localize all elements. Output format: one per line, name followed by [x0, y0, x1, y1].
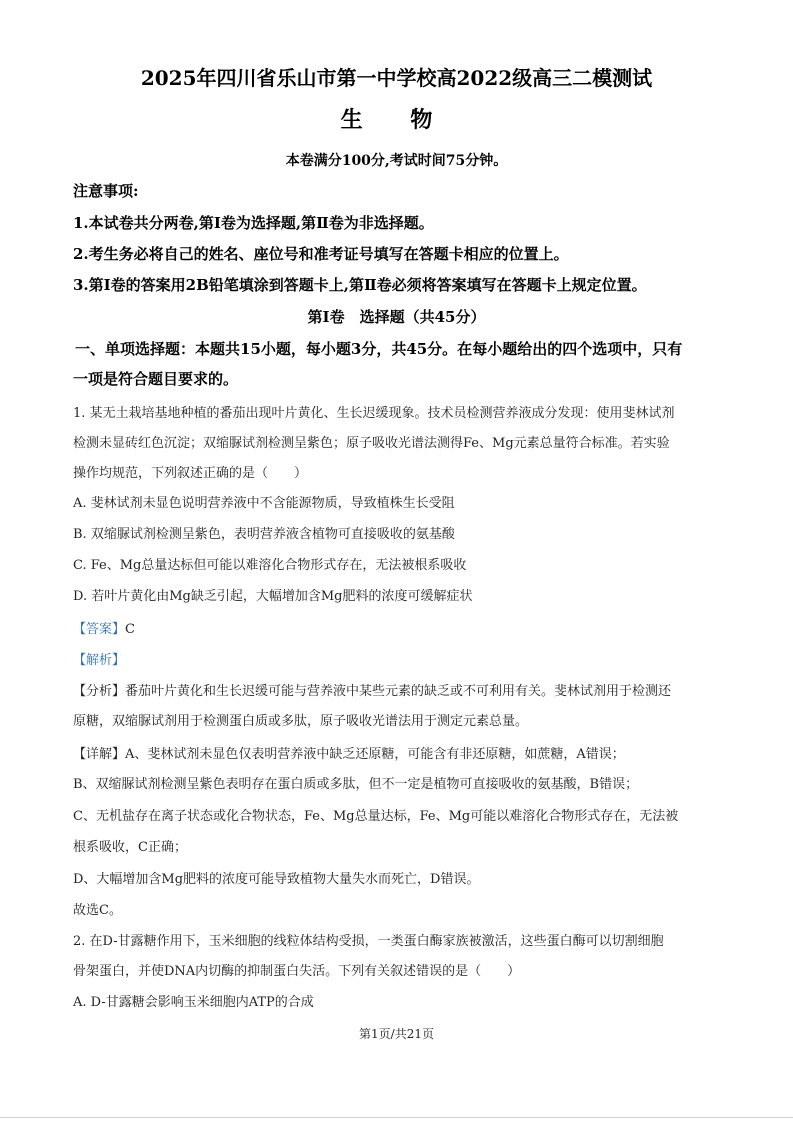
- analysis-line: 【分析】番茄叶片黄化和生长迟缓可能与营养液中某些元素的缺乏或不可利用有关。斐林试剂用于检测还: [73, 684, 672, 699]
- question-1-option-c: C. Fe、Mg总量达标但可能以难溶化合物形式存在，无法被根系吸收: [73, 558, 467, 573]
- question-2-option-a: A. D-甘露糖会影响玉米细胞内ATP的合成: [73, 995, 314, 1010]
- section-instruction: 一项是符合题目要求的。: [73, 370, 239, 388]
- note-item: 1.本试卷共分两卷,第Ⅰ卷为选择题,第Ⅱ卷为非选择题。: [73, 214, 434, 232]
- analysis-line: 故选C。: [73, 903, 122, 918]
- question-1-option-b: B. 双缩脲试剂检测呈紫色，表明营养液含植物可直接吸收的氨基酸: [73, 527, 455, 542]
- section-instruction: 一、单项选择题：本题共15小题，每小题3分，共45分。在每小题给出的四个选项中，只有: [75, 340, 683, 358]
- note-item: 3.第Ⅰ卷的答案用2B铅笔填涂到答题卡上,第Ⅱ卷必须将答案填写在答题卡上规定位置。: [73, 276, 647, 294]
- bottom-divider: [0, 1117, 793, 1118]
- page-number: 第1页/共21页: [359, 1027, 434, 1041]
- notes-heading: 注意事项:: [73, 182, 139, 200]
- section-title: 第Ⅰ卷 选择题（共45分）: [307, 308, 486, 326]
- analysis-line: 根系吸收，C正确；: [73, 840, 187, 855]
- question-2-stem: 2. 在D-甘露糖作用下，玉米细胞的线粒体结构受损，一类蛋白酶家族被激活，这些蛋白酶可以切割细胞: [73, 934, 664, 949]
- answer-label: 【答案】: [73, 622, 126, 637]
- question-1-stem: 1. 某无土栽培基地种植的番茄出现叶片黄化、生长迟缓现象。技术员检测营养液成分发现：使用斐林试剂: [73, 406, 675, 421]
- question-1-option-d: D. 若叶片黄化由Mg缺乏引起，大幅增加含Mg肥料的浓度可缓解症状: [73, 589, 473, 604]
- note-item: 2.考生务必将自己的姓名、座位号和准考证号填写在答题卡相应的位置上。: [73, 245, 569, 263]
- question-1-stem: 检测未显砖红色沉淀；双缩脲试剂检测呈紫色；原子吸收光谱法测得Fe、Mg元素总量符合标准。若实验: [73, 436, 670, 451]
- answer-value: C: [125, 622, 135, 637]
- analysis-line: 原糖，双缩脲试剂用于检测蛋白质或多肽，原子吸收光谱法用于测定元素总量。: [73, 714, 529, 729]
- question-1-option-a: A. 斐林试剂未显色说明营养液中不含能源物质，导致植株生长受阻: [73, 496, 455, 511]
- subject-title: 生 物: [340, 107, 453, 133]
- exam-title: 2025年四川省乐山市第一中学校高2022级高三二模测试: [140, 66, 653, 90]
- question-1-stem: 操作均规范，下列叙述正确的是（ ）: [73, 466, 308, 481]
- question-2-stem: 骨架蛋白，并使DNA内切酶的抑制蛋白失活。下列有关叙述错误的是（ ）: [73, 964, 521, 979]
- analysis-line: B、双缩脲试剂检测呈紫色表明存在蛋白质或多肽，但不一定是植物可直接吸收的氨基酸，B错误；: [73, 777, 639, 792]
- analysis-line: 【详解】A、斐林试剂未显色仅表明营养液中缺乏还原糖，可能含有非还原糖，如蔗糖，A错误；: [73, 747, 625, 762]
- exam-info: 本卷满分100分,考试时间75分钟。: [285, 153, 508, 169]
- analysis-label: 【解析】: [73, 653, 126, 668]
- answer-line: [73, 618, 733, 637]
- analysis-line: C、无机盐存在离子状态或化合物状态，Fe、Mg总量达标，Fe、Mg可能以难溶化合物形式存在，无法被: [73, 809, 679, 824]
- analysis-line: D、大幅增加含Mg肥料的浓度可能导致植物大量失水而死亡，D错误。: [73, 872, 480, 887]
